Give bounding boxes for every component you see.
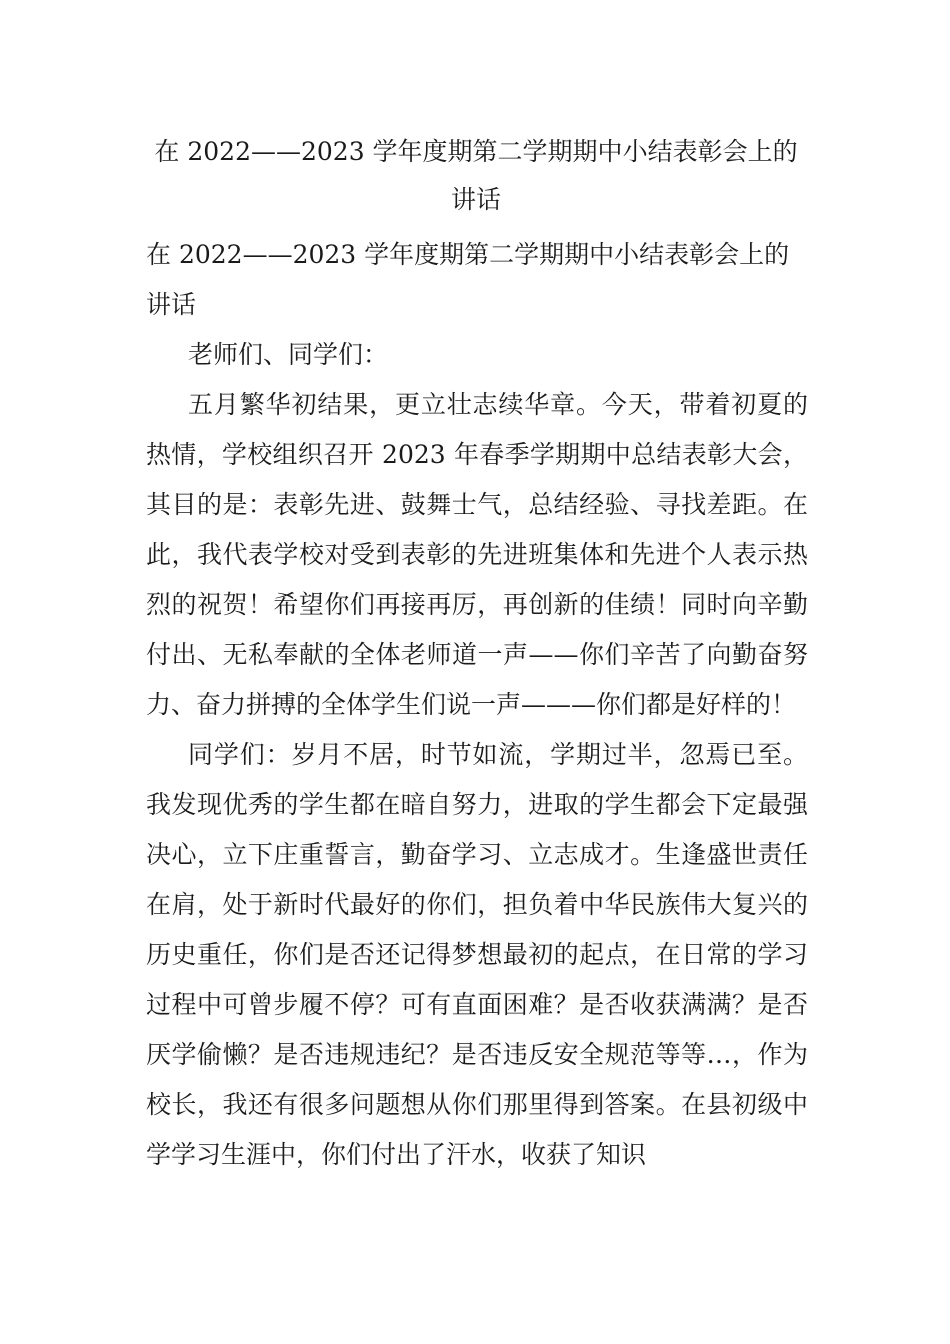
document-body bbox=[146, 330, 808, 1180]
salutation-paragraph: 老师们、同学们： bbox=[188, 340, 389, 369]
document-subtitle: 在 2022——2023 学年度期第二学期期中小结表彰会上的讲话 bbox=[146, 240, 790, 319]
body-paragraph: 同学们：岁月不居，时节如流，学期过半，忽焉已至。我发现优秀的学生都在暗自努力，进取的学生都会下定最强决心，立下庄重誓言，勤奋学习、立志成才。生逢盛世责任在肩，处于新时代最好的你们，担负着中华民族伟大复兴的历史重任，你们是否还记得梦想最初的起点，在日常的学习过程中可曾步履不停？可有直面困难？是否收获满满？是否厌学偷懒？是否违规违纪？是否违反安全规范等等…，作为校长，我还有很多问题想从你们那里得到答案。在县初级中学学习生涯中，你们付出了汗水，收获了知识 bbox=[146, 740, 808, 1169]
document-title: 在 2022——2023 学年度期第二学期期中小结表彰会上的讲话 bbox=[154, 137, 798, 214]
body-paragraph: 五月繁华初结果，更立壮志续华章。今天，带着初夏的热情，学校组织召开 2023 年春季学期期中总结表彰大会，其目的是：表彰先进、鼓舞士气，总结经验、寻找差距。在此，我代表学校对受到表彰的先进班集体和先进个人表示热烈的祝贺！希望你们再接再厉，再创新的佳绩！同时向辛勤付出、无私奉献的全体老师道一声——你们辛苦了向勤奋努力、奋力拼搏的全体学生们说一声———你们都是好样的！ bbox=[146, 390, 808, 719]
